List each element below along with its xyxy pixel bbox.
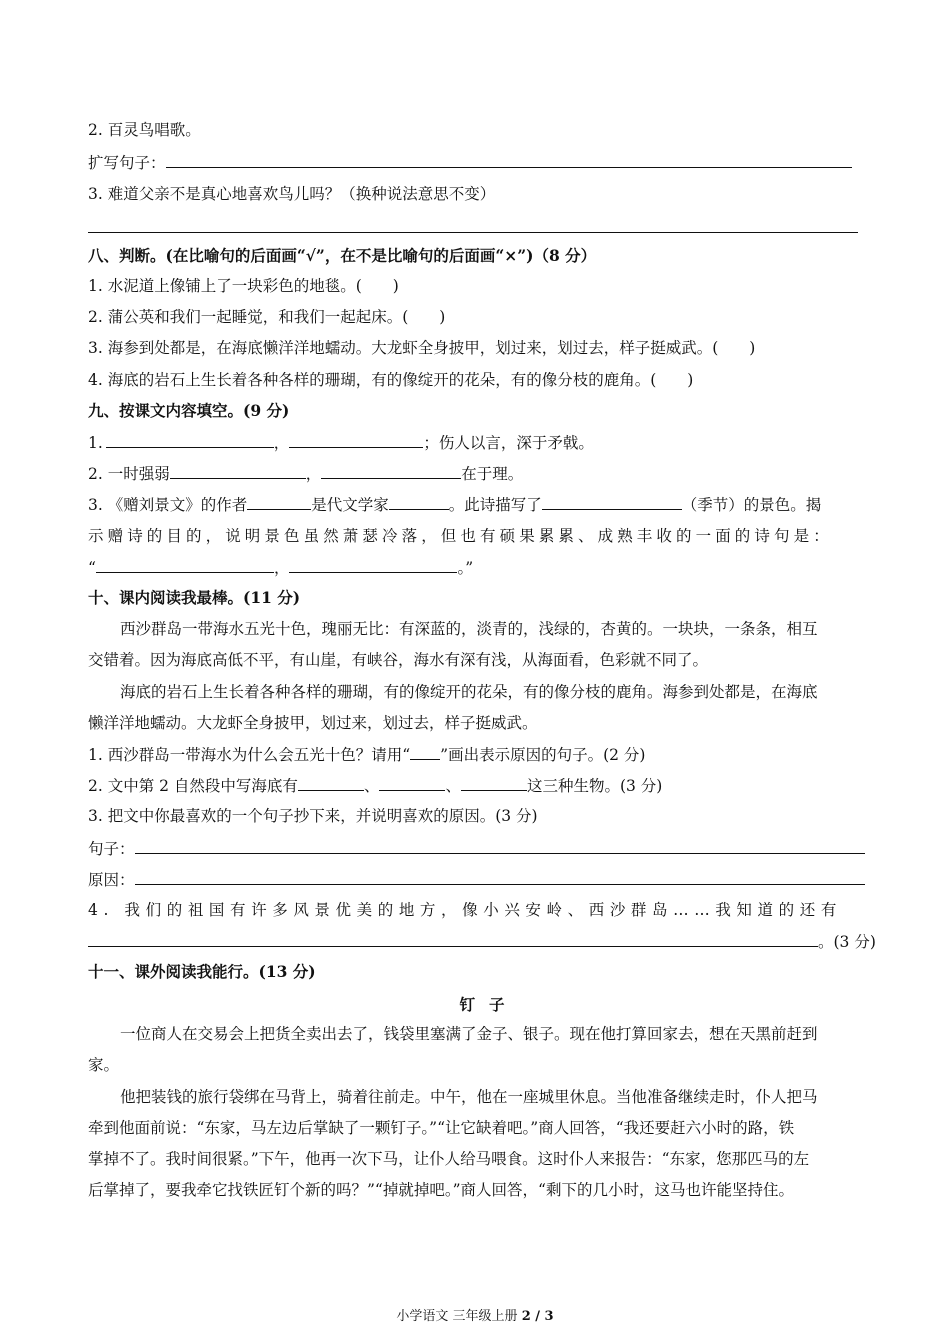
sec10-q2-blank-1[interactable] <box>298 775 364 791</box>
sec9-heading: 九、按课文内容填空。(9 分) <box>88 401 290 420</box>
sec7-q3: 3. 难道父亲不是真心地喜欢鸟儿吗？（换种说法意思不变） <box>88 185 496 203</box>
sec10-q4-blank[interactable] <box>88 931 818 947</box>
sec10-sentence-blank[interactable] <box>135 838 865 854</box>
sec11-heading: 十一、课外阅读我能行。(13 分) <box>88 962 316 981</box>
sec10-q1-underline-sample <box>410 744 440 760</box>
sec7-q3-answer-line[interactable] <box>88 232 858 233</box>
sec9-q3-poem-comma: ， <box>273 559 290 577</box>
sec8-q2: 2. 蒲公英和我们一起睡觉，和我们一起起床。( ) <box>88 308 446 326</box>
sec9-q3-author-blank[interactable] <box>247 494 311 510</box>
sec10-sentence-row <box>88 838 865 859</box>
sec9-q3-poem-blank-2[interactable] <box>289 557 457 573</box>
sec10-q4-line1: 4. 我们的祖国有许多风景优美的地方，像小兴安岭、西沙群岛……我知道的还有 <box>88 901 842 919</box>
sec11-p1-line1: 一位商人在交易会上把货全卖出去了，钱袋里塞满了金子、银子。现在他打算回家去，想在天黑前赶到 <box>120 1025 818 1043</box>
sec10-reason-row <box>88 869 865 890</box>
sec11-p2-line2: 牵到他面前说：“东家，马左边后掌缺了一颗钉子。”“让它缺着吧。”商人回答，“我还要赶六小时的路，铁 <box>88 1119 795 1137</box>
sec7-q2-label: 扩写句子： <box>88 154 166 172</box>
sec10-sentence-label: 句子： <box>88 840 135 858</box>
sec7-q2: 2. 百灵鸟唱歌。 <box>88 121 201 139</box>
sec10-q1 <box>88 744 645 765</box>
sec10-q4-line2 <box>88 931 876 952</box>
sec9-q1-suffix: ；伤人以言，深于矛戟。 <box>423 434 594 452</box>
sec10-passage-p1-line2: 交错着。因为海底高低不平，有山崖，有峡谷，海水有深有浅，从海面看，色彩就不同了。 <box>88 651 709 669</box>
sec9-q3-a: 3. 《赠刘景文》的作者 <box>88 496 248 514</box>
sec10-reason-blank[interactable] <box>135 869 865 885</box>
sec10-q1-b: ”画出表示原因的句子。(2 分) <box>440 746 646 764</box>
sec9-q1 <box>88 432 594 453</box>
sec9-q2-comma: ， <box>305 465 322 483</box>
sec9-q3-close-quote: 。” <box>457 559 474 577</box>
sec10-q2-a: 2. 文中第 2 自然段中写海底有 <box>88 777 298 795</box>
sec9-q3-b: 是代文学家 <box>311 496 389 514</box>
sec10-passage-p2-line1: 海底的岩石上生长着各种各样的珊瑚，有的像绽开的花朵，有的像分枝的鹿角。海参到处都是，在海底 <box>120 683 818 701</box>
sec11-p2-line3: 掌掉不了。我时间很紧。”下午，他再一次下马，让仆人给马喂食。这时仆人来报告：“东家，您那匹马的左 <box>88 1150 810 1168</box>
sec11-p2-line4: 后掌掉了，要我牵它找铁匠钉个新的吗？”“掉就掉吧。”商人回答，“剩下的几小时，这马也许能坚持住。 <box>88 1181 794 1199</box>
sec8-q4: 4. 海底的岩石上生长着各种各样的珊瑚，有的像绽开的花朵，有的像分枝的鹿角。( ) <box>88 371 694 389</box>
sec10-q1-a: 1. 西沙群岛一带海水为什么会五光十色？请用“ <box>88 746 411 764</box>
sec11-p1-line2: 家。 <box>88 1056 120 1074</box>
sec8-q3: 3. 海参到处都是，在海底懒洋洋地蠕动。大龙虾全身披甲，划过来，划过去，样子挺威武。( ) <box>88 339 756 357</box>
sec9-q3-line1 <box>88 494 821 515</box>
sec9-q2-blank-1[interactable] <box>170 463 306 479</box>
sec9-q3-line2: 示赠诗的目的，说明景色虽然萧瑟冷落，但也有硕果累累、成熟丰收的一面的诗句是： <box>88 527 833 545</box>
sec10-q2-blank-2[interactable] <box>379 775 445 791</box>
sec9-q3-d: （季节）的景色。揭 <box>681 496 822 514</box>
sec9-q2-prefix: 2. 一时强弱 <box>88 465 170 483</box>
sec10-q4-end: 。(3 分) <box>818 933 876 951</box>
footer-page-number: 2 / 3 <box>521 1309 554 1324</box>
sec10-passage-p2-line2: 懒洋洋地蠕动。大龙虾全身披甲，划过来，划过去，样子挺威武。 <box>88 714 538 732</box>
sec8-heading: 八、判断。(在比喻句的后面画“√”，在不是比喻句的后面画“×”)（8 分） <box>88 246 597 265</box>
sec9-q3-poem-blank-1[interactable] <box>96 557 274 573</box>
page-footer <box>0 1305 950 1324</box>
sec9-q1-blank-2[interactable] <box>289 432 423 448</box>
sec7-q2-answer-row <box>88 152 852 173</box>
sec8-q1: 1. 水泥道上像铺上了一块彩色的地毯。( ) <box>88 277 399 295</box>
sec9-q2 <box>88 463 523 484</box>
sec10-passage-p1-line1: 西沙群岛一带海水五光十色，瑰丽无比：有深蓝的，淡青的，浅绿的，杏黄的。一块块，一条条，相互 <box>120 620 818 638</box>
sec11-p2-line1: 他把装钱的旅行袋绑在马背上，骑着往前走。中午，他在一座城里休息。当他准备继续走时，仆人把马 <box>120 1088 818 1106</box>
sec9-q3-line3 <box>88 557 473 578</box>
sec9-q2-suffix: 在于理。 <box>461 465 524 483</box>
sec7-q2-answer-blank[interactable] <box>166 152 852 168</box>
sec10-q2-b: 这三种生物。(3 分) <box>526 777 663 795</box>
sec9-q3-open-quote: “ <box>88 559 96 577</box>
sec9-q1-comma: ， <box>273 434 290 452</box>
sec10-q2-sep-2: 、 <box>445 777 461 795</box>
sec9-q3-c: 。此诗描写了 <box>448 496 542 514</box>
sec10-q2 <box>88 775 662 796</box>
sec10-heading: 十、课内阅读我最棒。(11 分) <box>88 588 301 607</box>
sec9-q1-blank-1[interactable] <box>106 432 274 448</box>
sec9-q1-number: 1. <box>88 434 103 452</box>
footer-grade: 三年级上册 <box>452 1309 518 1324</box>
sec9-q3-dynasty-blank[interactable] <box>389 494 449 510</box>
sec10-q3: 3. 把文中你最喜欢的一个句子抄下来，并说明喜欢的原因。(3 分) <box>88 807 538 825</box>
sec9-q3-season-blank[interactable] <box>542 494 682 510</box>
sec10-q2-sep-1: 、 <box>363 777 380 795</box>
sec9-q2-blank-2[interactable] <box>321 463 461 479</box>
footer-subject: 小学语文 <box>396 1309 449 1324</box>
sec10-q2-blank-3[interactable] <box>461 775 527 791</box>
sec11-story-title: 钉子 <box>459 995 519 1014</box>
sec10-reason-label: 原因： <box>88 871 135 889</box>
